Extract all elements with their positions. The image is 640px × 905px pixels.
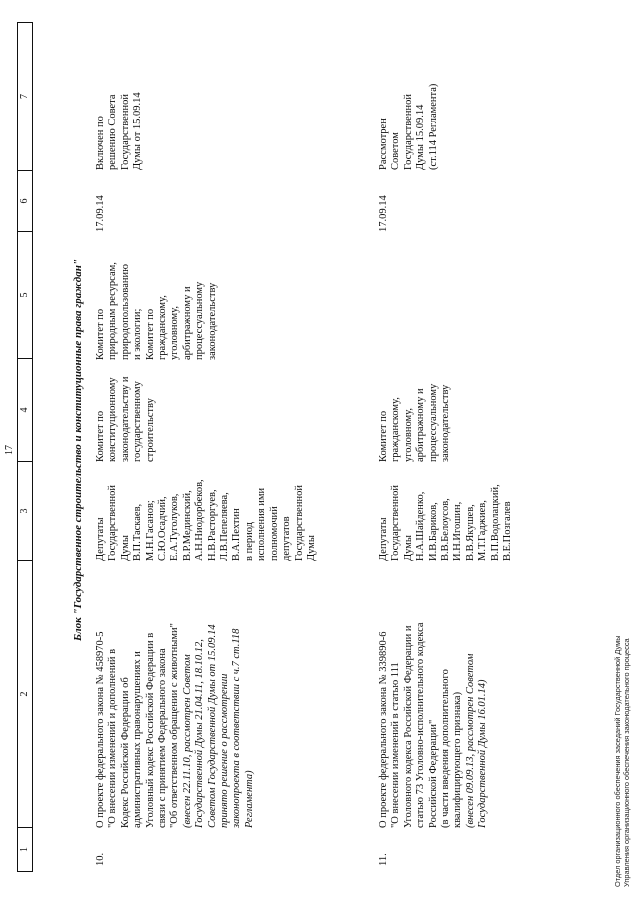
bill-note: Государственной Думы 16.01.14) <box>477 679 489 828</box>
date: 17.09.14 <box>378 195 389 232</box>
date: 17.09.14 <box>95 195 106 232</box>
co-committees: Комитет по природным ресурсам, природопользованию и экологии; Комитет по гражданскому, уголовному, арбитражному и процессуальному законодательству <box>95 262 218 360</box>
responsible-committee: Комитет по конституционному законодательству и государственному строительству <box>95 376 156 462</box>
authors: Депутаты Государственной Думы Н.А.Шайденко, И.В.Бариков, В.В.Белоусов, И.Н.Игошин, В.В.Якушев, М.Т.Гаджиев, В.П.Водолацкий, В.Е.Позгалев <box>378 484 514 561</box>
column-number: 5 <box>18 232 33 359</box>
status: Рассмотрен Советом Государственной Думы 15.09.14 (ст.114 Регламента) <box>378 83 439 170</box>
column-number: 1 <box>18 828 33 872</box>
bill-title: О проекте федерального закона № 458970-5 "О внесении изменений и дополнений в Кодекс Российской Федерации об административных правонарушениях и Уголовный кодекс Российской Федерации в связи с принятием Федерального закона "Об ответственном обращении с животными" (внесен 22.11.10, рассмотрен Советом Государственной Думы 21.04.11, 18.10.12, Советом Государственной Думы от 15.09.14 принято решение о рассмотрении законопроекта в соответствии с ч.7 ст.118 Регламента) <box>95 564 256 828</box>
bill-note: Советом Государственной Думы от 15.09.14 <box>206 624 218 828</box>
responsible-committee: Комитет по гражданскому, уголовному, арбитражному и процессуальному законодательству <box>378 383 452 462</box>
footer-line: Управления организационного обеспечения законодательного процесса <box>621 638 631 887</box>
bill-title: О проекте федерального закона № 339890-6 "О внесении изменений в статью 111 Уголовного кодекса Российской Федерации и статью 73 Уголовно-исполнительного кодекса Российской Федерации" (в части введения дополнительного квалифицирующего признака) (внесен 09.09.13, рассмотрен Советом Государственной Думы 16.01.14) <box>378 564 490 828</box>
block-title: Блок "Государственное строительство и конституционные права граждан" <box>72 259 84 641</box>
bill-note: Регламента) <box>243 770 255 828</box>
column-number: 7 <box>18 23 33 171</box>
page-number: 17 <box>4 445 15 455</box>
column-number: 6 <box>18 171 33 232</box>
bill-note: принято решение о рассмотрении <box>219 673 231 828</box>
bill-note: (внесен 09.09.13, рассмотрен Советом <box>464 653 476 828</box>
column-number: 4 <box>18 359 33 462</box>
authors: Депутаты Государственной Думы В.П.Таскаев, М.Н.Гасанов; С.Ю.Осадчий, Е.А.Туголуков, В.Р.Мединский, А.Н.Ниодорбеков, Н.В.Расторгуев, Л.В.Пепеляева, В.А.Пехтин в период исполнения ими полномочий депутатов Государственной Думы <box>95 479 317 561</box>
column-number: 3 <box>18 462 33 561</box>
row-number: 10. <box>95 852 106 866</box>
column-number: 2 <box>18 561 33 828</box>
status: Включен по решению Совета Государственной Думы от 15.09.14 <box>95 92 144 170</box>
footer-line: Отдел организационного обеспечения заседаний Государственной Думы <box>613 635 622 887</box>
bill-note: Государственной Думы 21.04.11, 18.10.12, <box>194 639 206 828</box>
bill-note: (внесен 22.11.10, рассмотрен Советом <box>181 654 193 828</box>
footer <box>614 467 631 887</box>
bill-note: законопроекта в соответствии с ч.7 ст.118 <box>231 628 243 828</box>
row-number: 11. <box>378 853 389 866</box>
column-number-header <box>17 22 33 872</box>
